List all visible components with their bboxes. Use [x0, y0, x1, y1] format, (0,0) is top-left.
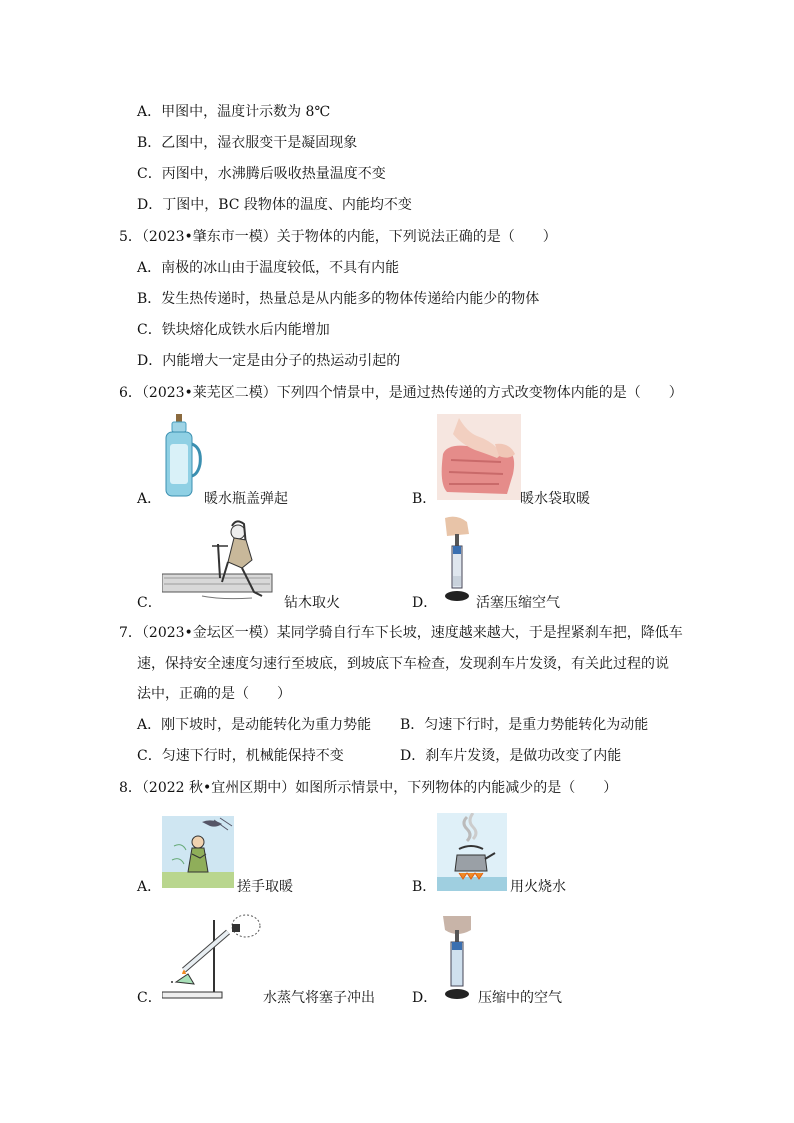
q4-option-d: D．丁图中，BC 段物体的温度、内能均不变: [137, 197, 412, 213]
kettle-on-fire-illustration: [437, 813, 507, 891]
rubbing-hands-illustration: [162, 816, 234, 888]
q6-option-a-caption: 暖水瓶盖弹起: [204, 491, 288, 507]
q8-option-d-caption: 压缩中的空气: [478, 990, 562, 1006]
q5-option-a: A．南极的冰山由于温度较低，不具有内能: [137, 260, 400, 276]
q8-option-b-letter: B．: [412, 879, 437, 895]
compressed-air-photo: [437, 916, 477, 1002]
q8-stem: 8．（2022 秋•宜州区期中）如图所示情景中，下列物体的内能减少的是（ ）: [119, 780, 618, 796]
q7-option-c: C．匀速下行时，机械能保持不变: [137, 748, 344, 764]
fire-drill-illustration: [162, 516, 282, 606]
q8-option-c-caption: 水蒸气将塞子冲出: [263, 990, 375, 1006]
q6-option-d-caption: 活塞压缩空气: [476, 595, 560, 611]
q6-stem: 6．（2023•莱芜区二模）下列四个情景中，是通过热传递的方式改变物体内能的是（ ）: [119, 385, 683, 401]
q5-option-d: D．内能增大一定是由分子的热运动引起的: [137, 353, 401, 369]
q5-option-b: B．发生热传递时，热量总是从内能多的物体传递给内能少的物体: [137, 291, 540, 307]
q6-option-c-caption: 钻木取火: [284, 595, 340, 611]
q8-option-d-letter: D．: [412, 990, 438, 1006]
q7-option-a: A．刚下坡时，是动能转化为重力势能: [137, 717, 372, 733]
q7-stem-line2: 速，保持安全速度匀速行至坡底，到坡底下车检查，发现刹车片发烫，有关此过程的说: [137, 656, 669, 672]
q5-stem: 5．（2023•肇东市一模）关于物体的内能，下列说法正确的是（ ）: [119, 229, 557, 245]
q6-option-c-letter: C．: [137, 595, 162, 611]
q8-option-b-caption: 用火烧水: [510, 879, 566, 895]
q7-option-b: B．匀速下行时，是重力势能转化为动能: [400, 717, 649, 733]
q7-stem-line3: 法中，正确的是（ ）: [137, 686, 291, 702]
q7-stem-line1: 7．（2023•金坛区一模）某同学骑自行车下长坡，速度越来越大，于是捏紧刹车把，降低车: [119, 625, 683, 641]
q6-option-b-caption: 暖水袋取暖: [520, 491, 590, 507]
q7-option-d: D．刹车片发烫，是做功改变了内能: [400, 748, 622, 764]
q5-option-c: C．铁块熔化成铁水后内能增加: [137, 322, 330, 338]
q6-option-b-letter: B．: [412, 491, 437, 507]
q8-option-c-letter: C．: [137, 990, 162, 1006]
piston-pump-photo: [437, 516, 477, 606]
q4-option-c: C．丙图中，水沸腾后吸收热量温度不变: [137, 166, 386, 182]
q6-option-a-letter: A．: [137, 491, 162, 507]
hot-water-bag-photo: [437, 414, 521, 500]
q8-option-a-letter: A．: [137, 879, 162, 895]
thermos-illustration: [162, 414, 202, 500]
q4-option-b: B．乙图中，湿衣服变干是凝固现象: [137, 135, 358, 151]
q6-option-d-letter: D．: [412, 595, 438, 611]
test-tube-steam-illustration: [162, 912, 262, 1002]
q8-option-a-caption: 搓手取暖: [237, 879, 293, 895]
q4-option-a: A．甲图中，温度计示数为 8℃: [137, 104, 331, 120]
